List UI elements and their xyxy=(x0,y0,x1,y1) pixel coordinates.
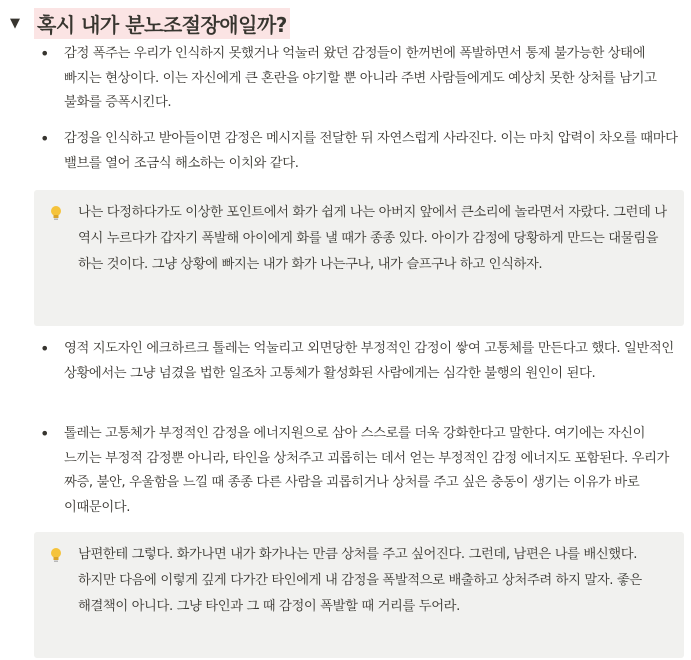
callout-text: 나는 다정하다가도 이상한 포인트에서 화가 쉽게 나는 아버지 앞에서 큰소리에 놀라면서 자랐다. 그런데 나 역시 누르다가 갑자기 폭발해 아이에게 화를 낼 때가 종종 있다. 아이가 감정에 당황하게 만드는 대물림을 하는 것이다. 그냥 상황에 빠지는 내가 화가 나는구나, 내가 슬프구나 하고 인식하자. xyxy=(78,205,667,272)
bullet-item xyxy=(40,127,682,176)
bullet-text: 톨레는 고통체가 부정적인 감정을 에너지원으로 삼아 스스로를 더욱 강화한다고 말한다. 여기에는 자신이 느끼는 부정적 감정뿐 아니라, 타인을 상처주고 괴롭히는 데서 얻는 부정적인 감정 에너지도 포함된다. 우리가 짜증, 불안, 우울함을 느낄 때 종종 다른 사람을 괴롭히거나 상처를 주고 싶은 충동이 생기는 이유가 바로 이때문이다. xyxy=(64,426,669,515)
bullet-dot-icon: • xyxy=(40,129,50,148)
bullet-dot-icon: • xyxy=(40,44,50,63)
bullet-dot-icon: • xyxy=(40,339,50,358)
lightbulb-icon xyxy=(50,542,78,658)
bullet-item xyxy=(40,42,682,116)
bullet-text: 감정 폭주는 우리가 인식하지 못했거나 억눌러 왔던 감정들이 한꺼번에 폭발하면서 통제 불가능한 상태에 빠지는 현상이다. 이는 자신에게 큰 혼란을 야기할 뿐 아니라 주변 사람들에게도 예상치 못한 상처를 남기고 불화를 증폭시킨다. xyxy=(64,46,657,110)
toggle-title: 혹시 내가 분노조절장애일까? xyxy=(34,8,290,39)
callout-block xyxy=(34,190,684,326)
callout-text: 남편한테 그렇다. 화가나면 내가 화가나는 만큼 상처를 주고 싶어진다. 그런데, 남편은 나를 배신했다. 하지만 다음에 이렇게 깊게 다가간 타인에게 내 감정을 폭발적으로 배출하고 상처주려 하지 말자. 좋은 해결책이 아니다. 그냥 타인과 그 때 감정이 폭발할 때 거리를 두어라. xyxy=(78,547,642,614)
bullet-item xyxy=(40,422,682,520)
lightbulb-icon xyxy=(50,200,78,326)
callout-block xyxy=(34,532,684,658)
toggle-arrow-icon[interactable]: ▼ xyxy=(10,16,20,31)
bullet-text: 영적 지도자인 에크하르크 톨레는 억눌리고 외면당한 부정적인 감정이 쌓여 고통체를 만든다고 했다. 일반적인 상황에서는 그냥 넘겼을 법한 일조차 고통체가 활성화된 사람에게는 심각한 불행의 원인이 된다. xyxy=(64,341,674,381)
toggle-block-header[interactable] xyxy=(10,8,290,39)
bullet-item xyxy=(40,337,682,386)
bullet-text: 감정을 인식하고 받아들이면 감정은 메시지를 전달한 뒤 자연스럽게 사라진다. 이는 마치 압력이 차오를 때마다 밸브를 열어 조금식 해소하는 이치와 같다. xyxy=(64,131,678,171)
bullet-dot-icon: • xyxy=(40,424,50,443)
